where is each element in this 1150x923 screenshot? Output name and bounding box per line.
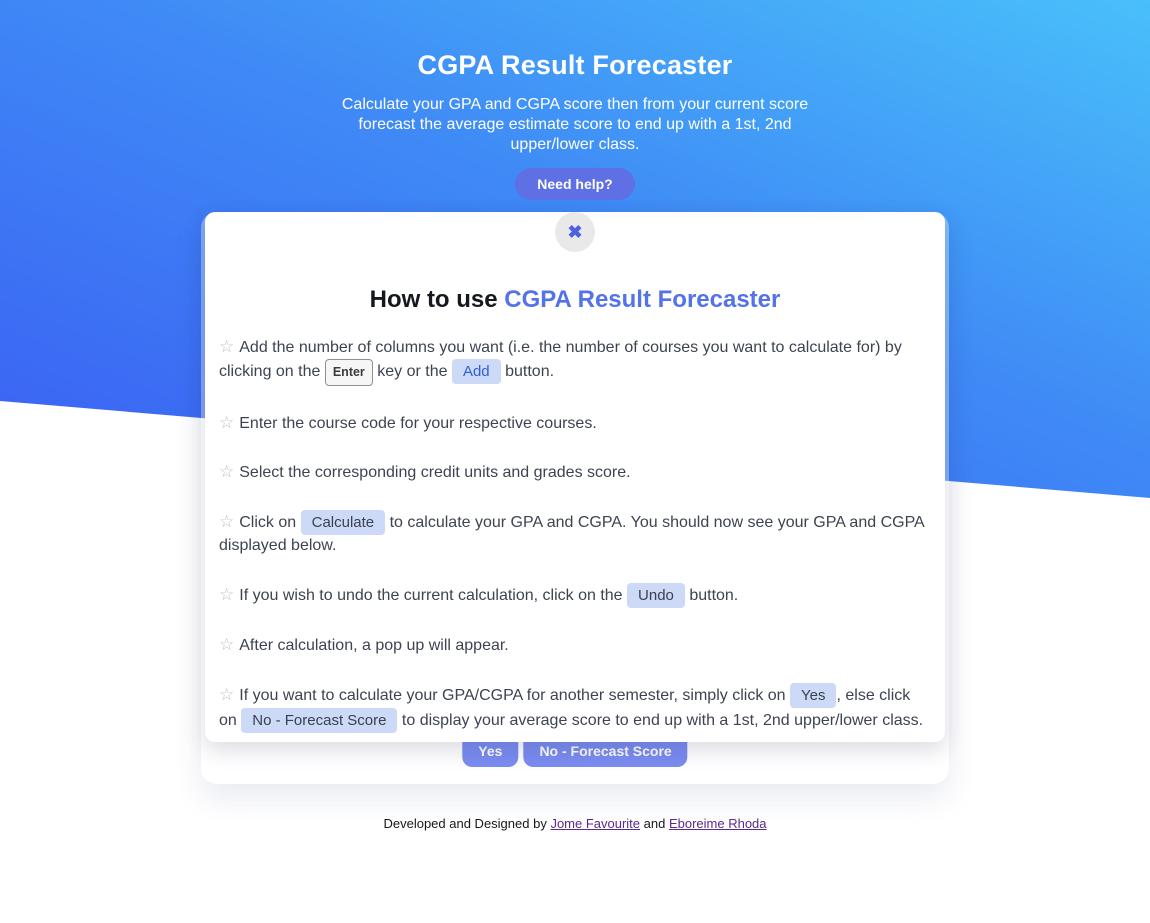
undo-chip: Undo bbox=[627, 583, 685, 608]
star-icon: ☆ bbox=[219, 462, 235, 481]
calculate-chip: Calculate bbox=[301, 510, 386, 535]
instruction-text: button. bbox=[684, 587, 739, 604]
instruction-item bbox=[219, 683, 931, 733]
app-header bbox=[0, 0, 1150, 200]
no-forecast-score-button[interactable]: No - Forecast Score bbox=[523, 725, 687, 767]
yes-button[interactable]: Yes bbox=[462, 725, 518, 767]
close-icon[interactable]: ✖ bbox=[555, 212, 595, 252]
star-icon: ☆ bbox=[219, 337, 235, 356]
instruction-item bbox=[219, 412, 931, 435]
instruction-item bbox=[219, 634, 931, 657]
instruction-text: If you wish to undo the current calculation, click on the bbox=[239, 587, 628, 604]
instruction-text: , else click on bbox=[219, 687, 911, 729]
instruction-text: Add the number of columns you want (i.e. the number of courses you want to calculate for) by clicking on the bbox=[219, 339, 902, 380]
need-help-button[interactable]: Need help? bbox=[515, 168, 634, 200]
star-icon: ☆ bbox=[219, 585, 235, 604]
star-icon: ☆ bbox=[219, 685, 235, 704]
author-link-jome-favourite[interactable]: Jome Favourite bbox=[550, 816, 641, 831]
instruction-item bbox=[219, 510, 931, 557]
instruction-item bbox=[219, 583, 931, 608]
instruction-text: Select the corresponding credit units and grades score. bbox=[239, 464, 631, 481]
author-link-eboreime-rhoda[interactable]: Eboreime Rhoda bbox=[668, 816, 767, 831]
instruction-text: button. bbox=[500, 363, 555, 380]
page-title: CGPA Result Forecaster bbox=[417, 50, 733, 80]
instructions-list bbox=[219, 336, 931, 733]
instruction-text: Click on bbox=[239, 514, 301, 531]
no-forecast-score-chip: No - Forecast Score bbox=[241, 708, 397, 733]
star-icon: ☆ bbox=[219, 413, 235, 432]
instruction-item bbox=[219, 336, 931, 386]
instruction-text: to calculate your GPA and CGPA. You should now see your GPA and CGPA displayed below. bbox=[219, 514, 924, 554]
instruction-text: key or the bbox=[372, 363, 452, 380]
help-modal-frame bbox=[201, 212, 949, 784]
enter-key: Enter bbox=[325, 359, 373, 386]
footer-text: Developed and Designed by bbox=[383, 816, 551, 831]
yes-chip: Yes bbox=[790, 683, 836, 708]
modal-title-prefix: How to use bbox=[369, 286, 505, 313]
page-subtitle: Calculate your GPA and CGPA score then from your current score forecast the average estimate score to end up with a 1st, 2nd upper/lower class. bbox=[341, 96, 809, 153]
instruction-text: Enter the course code for your respective courses. bbox=[239, 415, 597, 432]
help-modal bbox=[205, 212, 945, 742]
footer-credits bbox=[0, 816, 1150, 831]
instruction-text: After calculation, a pop up will appear. bbox=[239, 637, 509, 654]
instruction-text: If you want to calculate your GPA/CGPA for another semester, simply click on bbox=[239, 687, 790, 704]
footer-text: and bbox=[640, 816, 669, 831]
star-icon: ☆ bbox=[219, 635, 235, 654]
instruction-item bbox=[219, 461, 931, 484]
modal-title bbox=[219, 286, 931, 314]
add-chip: Add bbox=[452, 359, 501, 384]
modal-title-accent: CGPA Result Forecaster bbox=[504, 286, 781, 313]
instruction-text: to display your average score to end up with a 1st, 2nd upper/lower class. bbox=[397, 712, 924, 729]
star-icon: ☆ bbox=[219, 512, 235, 531]
